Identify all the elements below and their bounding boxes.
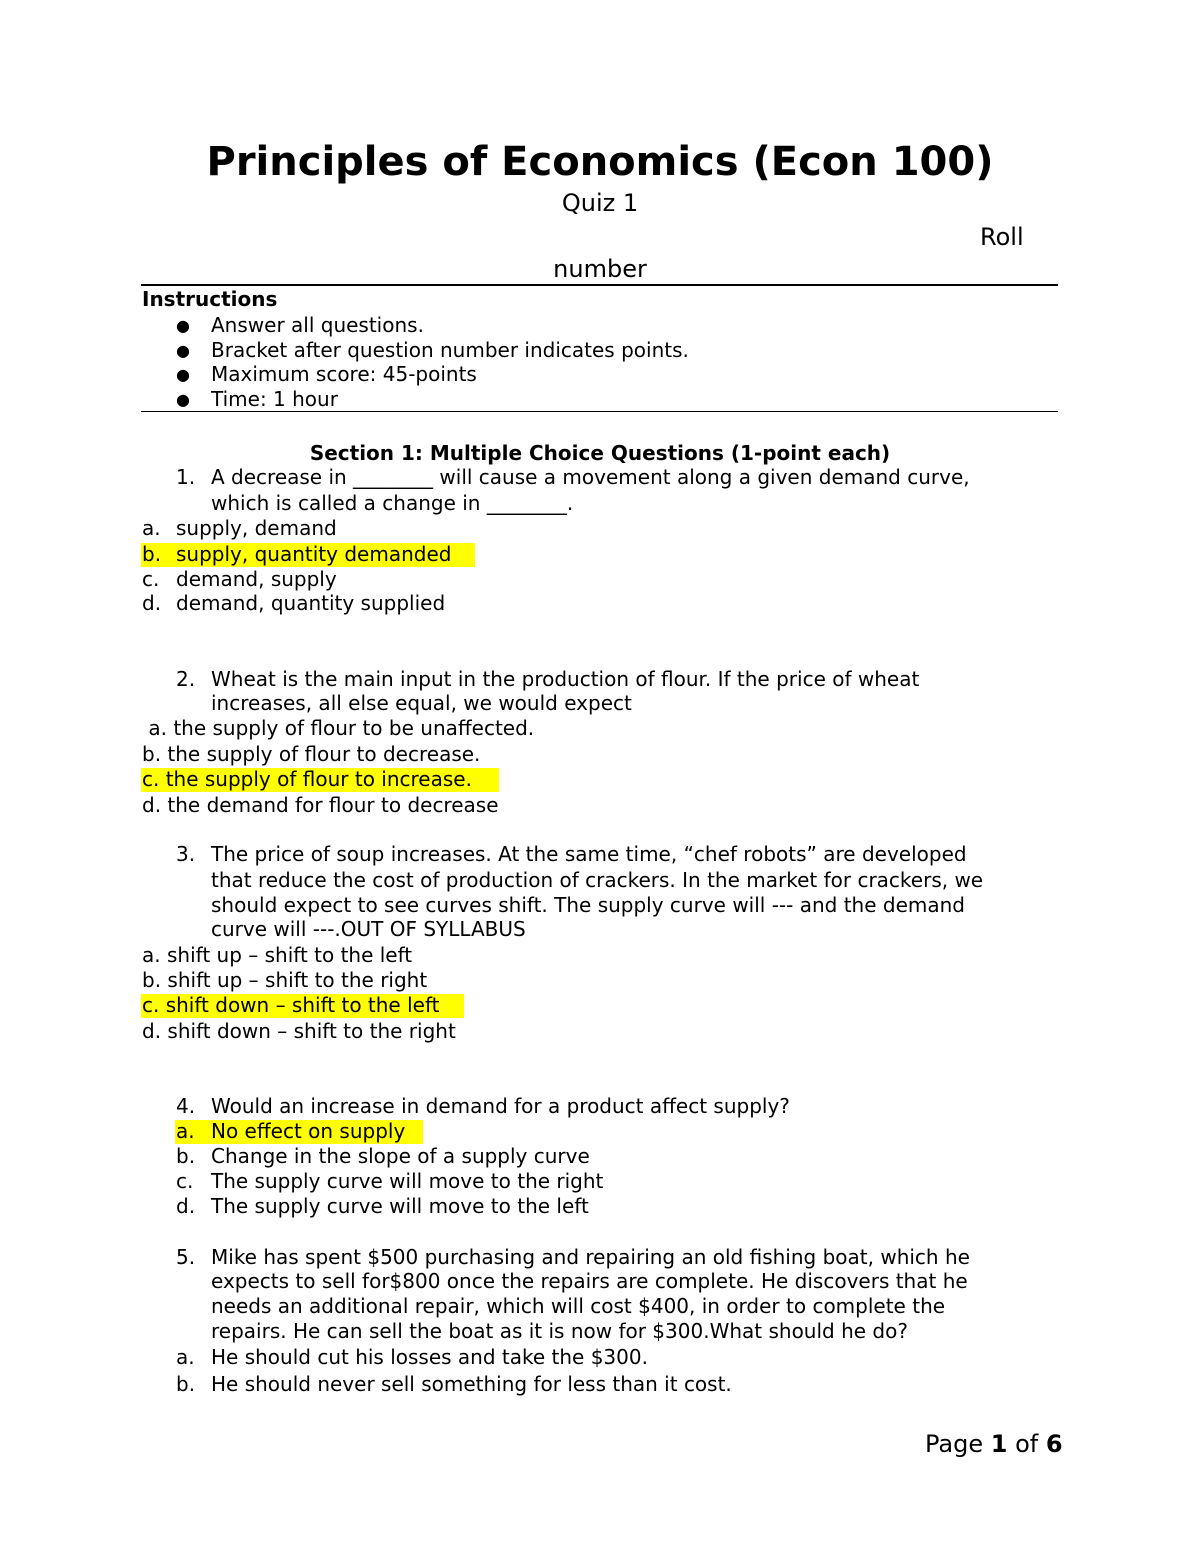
option-text: b. shift up – shift to the right [142,968,428,992]
option-letter: d. [176,1194,196,1218]
instructions-heading: Instructions [142,287,278,311]
document-title: Principles of Economics (Econ 100) [206,139,994,185]
header-divider [141,284,1058,286]
section-heading: Section 1: Multiple Choice Questions (1-point each) [309,441,891,465]
question-number: 5. [176,1245,196,1269]
of-label: of [1015,1430,1039,1458]
bullet-icon: ● [176,365,190,384]
instruction-item: Bracket after question number indicates points. [211,338,689,362]
page-label: Page [925,1430,984,1458]
option-text: demand, quantity supplied [176,591,446,615]
option-text: d. shift down – shift to the right [142,1019,456,1043]
option-text: d. the demand for flour to decrease [142,793,499,817]
option-text: b. the supply of flour to decrease. [142,742,481,766]
question-text-line: Mike has spent $500 purchasing and repairing an old fishing boat, which he [211,1245,970,1269]
option-letter: a. [176,1119,195,1143]
instruction-item: Maximum score: 45-points [211,362,477,386]
quiz-subtitle: Quiz 1 [561,189,639,217]
option-letter: b. [142,542,162,566]
option-text: a. shift up – shift to the left [142,943,413,967]
option-text-correct: supply, quantity demanded [176,542,452,566]
option-letter: a. [142,516,161,540]
option-text: demand, supply [176,567,337,591]
question-number: 2. [176,667,196,691]
option-letter: d. [142,591,162,615]
option-letter: c. [176,1169,194,1193]
option-text: He should cut his losses and take the $300. [211,1345,648,1369]
question-text-line: repairs. He can sell the boat as it is now for $300.What should he do? [211,1319,908,1343]
option-text: The supply curve will move to the right [211,1169,604,1193]
question-number: 4. [176,1094,196,1118]
bullet-icon: ● [176,341,190,360]
option-text: He should never sell something for less than it cost. [211,1372,732,1396]
question-text-line: which is called a change in ________. [211,491,574,515]
question-text-line: expects to sell for$800 once the repairs are complete. He discovers that he [211,1269,968,1293]
option-letter: c. [142,567,160,591]
option-letter: b. [176,1372,196,1396]
total-pages: 6 [1045,1430,1063,1458]
question-text-line: The price of soup increases. At the same time, “chef robots” are developed [211,842,967,866]
question-number: 3. [176,842,196,866]
question-text-line: A decrease in ________ will cause a movement along a given demand curve, [211,465,970,489]
option-text-correct: c. the supply of flour to increase. [142,767,472,791]
instructions-divider [141,411,1058,412]
option-text-correct: c. shift down – shift to the left [142,993,440,1017]
option-text: Change in the slope of a supply curve [211,1144,590,1168]
question-text-line: that reduce the cost of production of crackers. In the market for crackers, we [211,868,984,892]
roll-label: Roll [980,223,1024,251]
question-text-line: Wheat is the main input in the production of flour. If the price of wheat [211,667,920,691]
page-number [925,1432,1063,1456]
bullet-icon: ● [176,390,190,409]
option-text: supply, demand [176,516,337,540]
roll-number-label: number [553,255,647,283]
instruction-item: Time: 1 hour [211,387,338,411]
current-page: 1 [990,1430,1008,1458]
question-text-line: should expect to see curves shift. The supply curve will --- and the demand [211,893,965,917]
instruction-item: Answer all questions. [211,313,424,337]
question-number: 1. [176,465,196,489]
question-text-line: needs an additional repair, which will cost $400, in order to complete the [211,1294,946,1318]
question-text-line: increases, all else equal, we would expect [211,691,632,715]
question-text-line: curve will ---.OUT OF SYLLABUS [211,917,526,941]
question-text-line: Would an increase in demand for a product affect supply? [211,1094,790,1118]
option-text: a. the supply of flour to be unaffected. [142,716,535,740]
option-text-correct: No effect on supply [211,1119,406,1143]
option-letter: a. [176,1345,195,1369]
bullet-icon: ● [176,316,190,335]
option-text: The supply curve will move to the left [211,1194,589,1218]
option-letter: b. [176,1144,196,1168]
